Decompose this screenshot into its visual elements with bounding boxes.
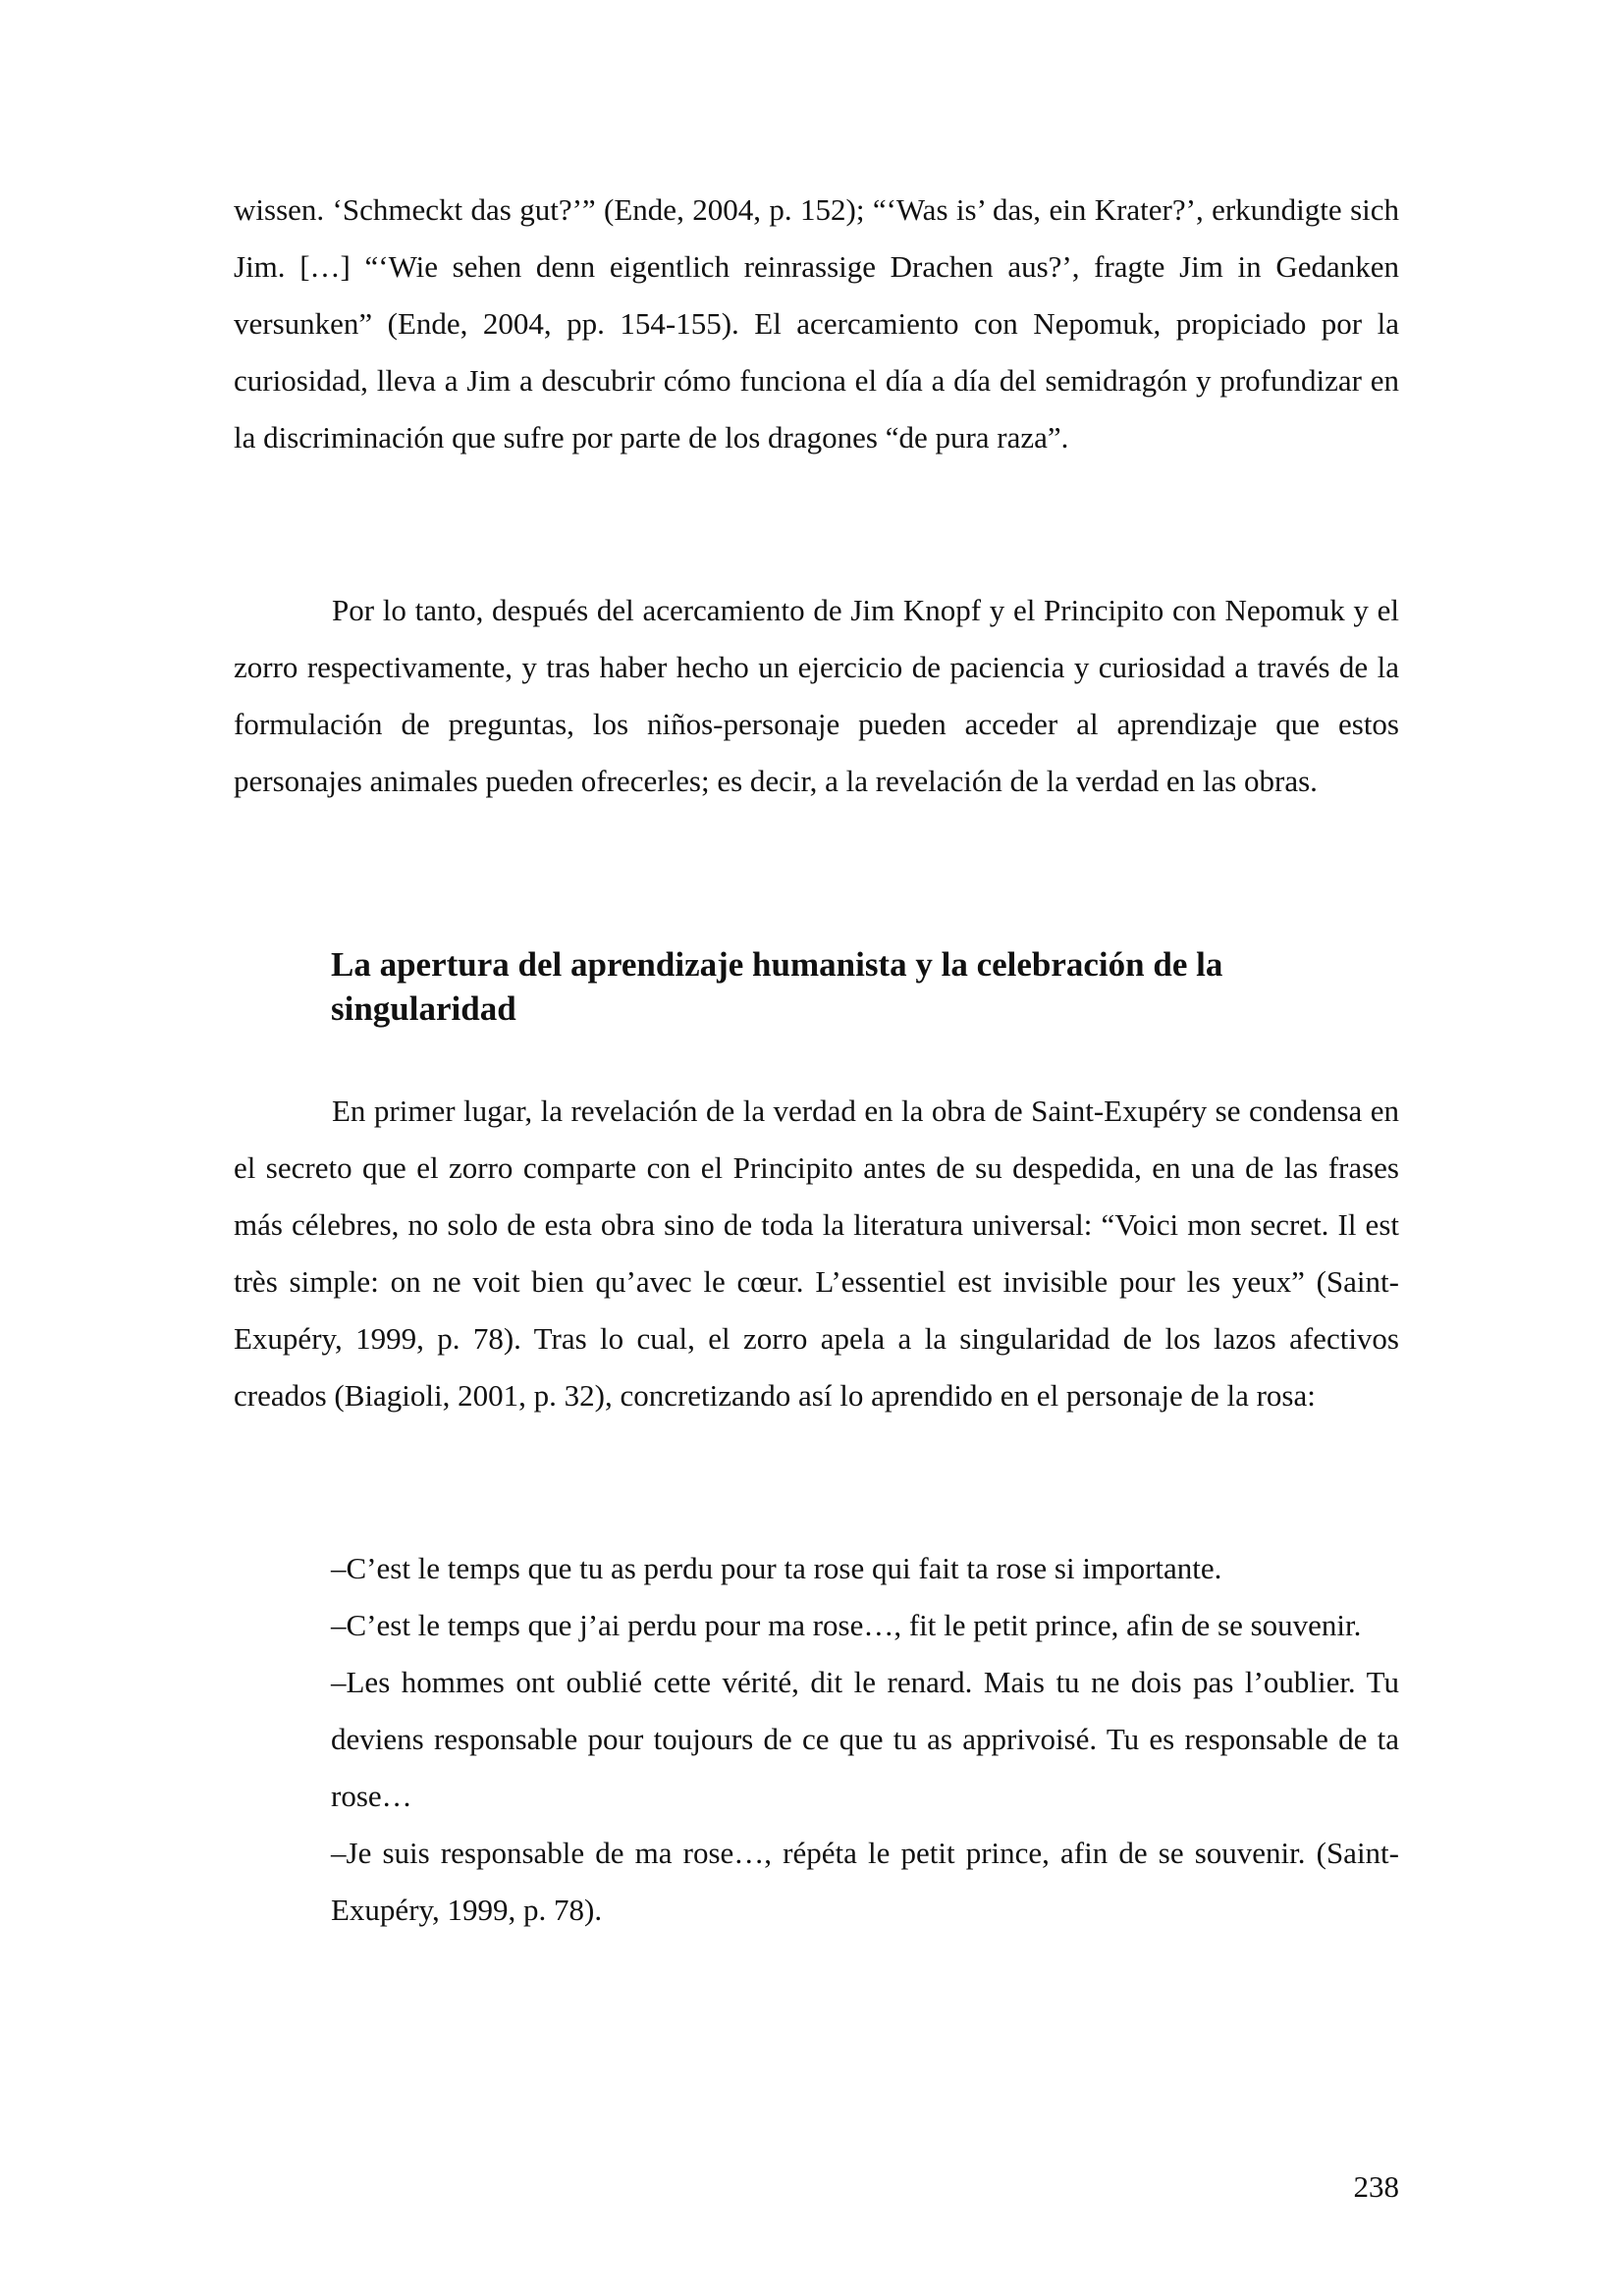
- quote-line: –C’est le temps que j’ai perdu pour ma rose…, fit le petit prince, afin de se souvenir.: [331, 1608, 1362, 1642]
- paragraph-3: En primer lugar, la revelación de la verdad en la obra de Saint-Exupéry se condensa en el secreto que el zorro comparte con el Principito antes de su despedida, en una de las frases más célebres, no solo de esta obra sino de toda la literatura universal: “Voici mon secret. Il est très simple: on ne voit bien qu’avec le cœur. L’essentiel est invisible pour les yeux” (Saint-Exupéry, 1999, p. 78). Tras lo cual, el zorro apela a la singularidad de los lazos afectivos creados (Biagioli, 2001, p. 32), concretizando así lo aprendido en el personaje de la rosa:: [234, 1094, 1399, 1413]
- quote-line: –Je suis responsable de ma rose…, répéta le petit prince, afin de se souvenir. (Saint-Exupéry, 1999, p. 78).: [331, 1836, 1399, 1927]
- quote-line: –C’est le temps que tu as perdu pour ta rose qui fait ta rose si importante.: [331, 1551, 1222, 1585]
- block-quote: [331, 1540, 1399, 1939]
- section-heading: La apertura del aprendizaje humanista y la celebración de la singularidad: [331, 945, 1223, 1028]
- paragraph-1: wissen. ‘Schmeckt das gut?’” (Ende, 2004, p. 152); “‘Was is’ das, ein Krater?’, erkundigte sich Jim. […] “‘Wie sehen denn eigentlich reinrassige Drachen aus?’, fragte Jim in Gedanken versunken” (Ende, 2004, pp. 154-155). El acercamiento con Nepomuk, propiciado por la curiosidad, lleva a Jim a descubrir cómo funciona el día a día del semidragón y profundizar en la discriminación que sufre por parte de los dragones “de pura raza”.: [234, 192, 1399, 454]
- quote-line: –Les hommes ont oublié cette vérité, dit le renard. Mais tu ne dois pas l’oublier. Tu deviens responsable pour toujours de ce que tu as apprivoisé. Tu es responsable de ta rose…: [331, 1665, 1399, 1813]
- paragraph-2: Por lo tanto, después del acercamiento de Jim Knopf y el Principito con Nepomuk y el zorro respectivamente, y tras haber hecho un ejercicio de paciencia y curiosidad a través de la formulación de preguntas, los niños-personaje pueden acceder al aprendizaje que estos personajes animales pueden ofrecerles; es decir, a la revelación de la verdad en las obras.: [234, 593, 1399, 798]
- page-number: 238: [1353, 2169, 1399, 2204]
